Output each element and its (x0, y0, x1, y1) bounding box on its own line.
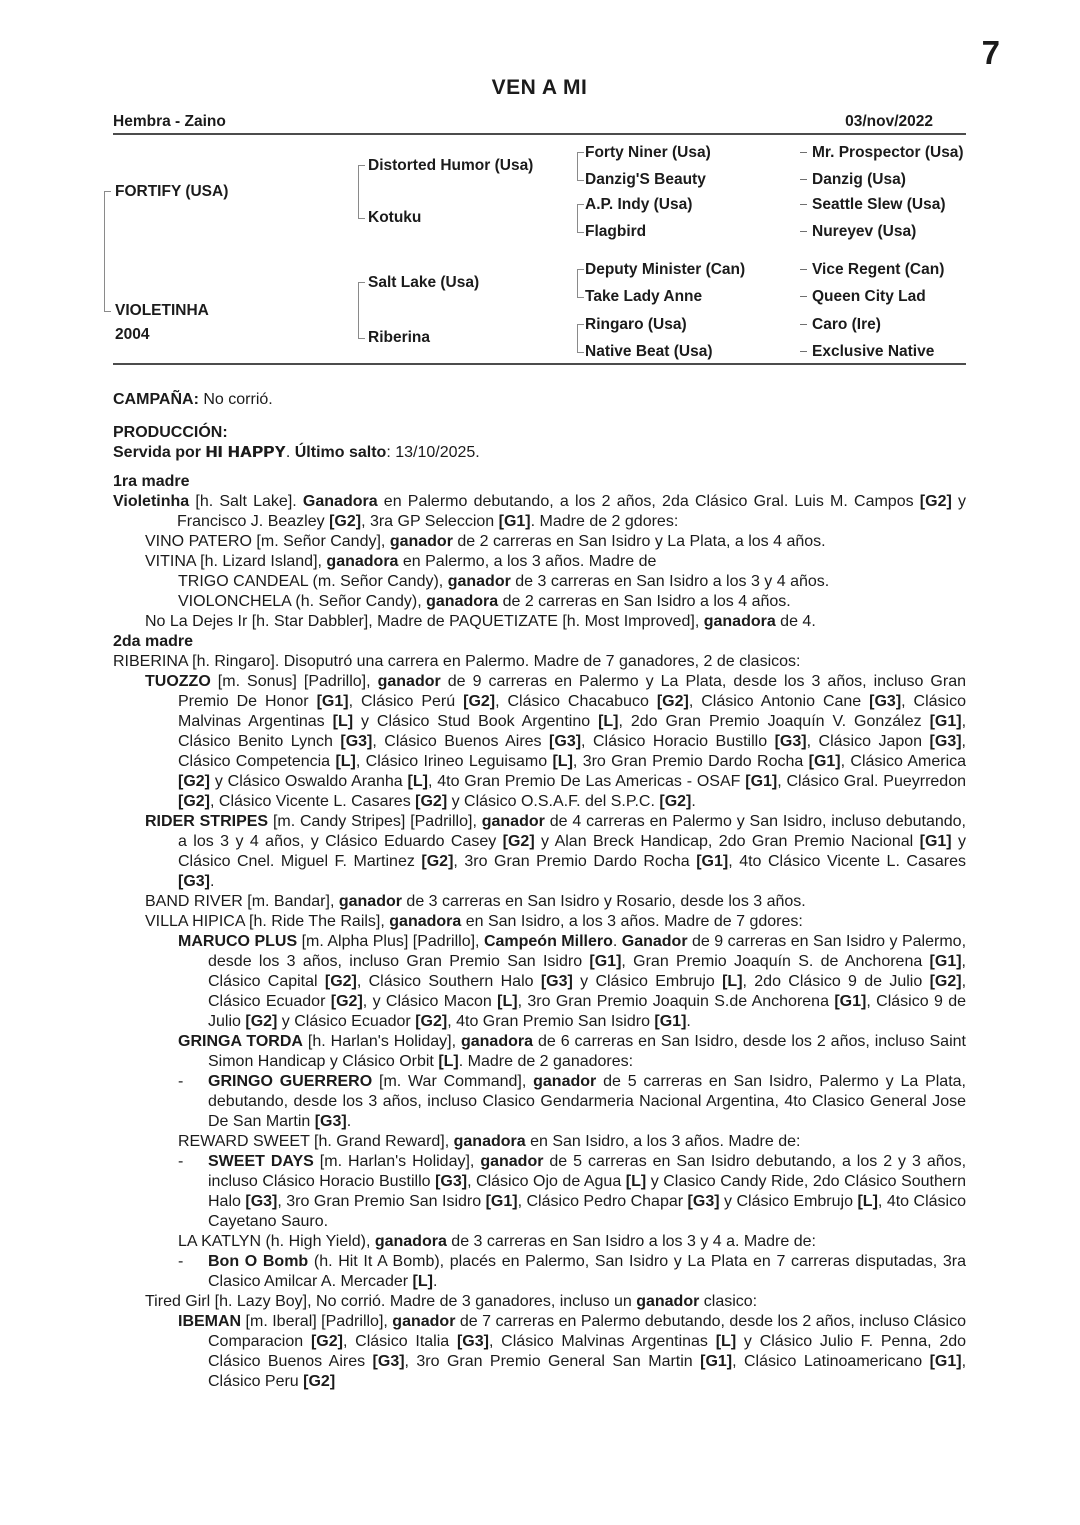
tree-dash (800, 269, 807, 270)
pedigree-ancestor: Mr. Prospector (Usa) (812, 144, 964, 161)
pedigree-dam: VIOLETINHA (115, 302, 209, 319)
tree-bracket (577, 204, 584, 233)
offspring-paragraph: IBEMAN [m. Iberal] [Padrillo], ganador de 7 carreras en Palermo debutando, desde los 2 años, incluso Clásico Comparacion [G2], Clásico Italia [G3], Clásico Malvinas Argentinas [L] y Clásico Julio F. Penna, 2do Clásico Buenos Aires [G3], 3ro Gran Premio General San Martin [G1], Clásico Latinoamericano [G1], Clásico Peru [G2] (178, 1313, 967, 1390)
dam-paragraph: Violetinha [h. Salt Lake]. Ganadora en Palermo debutando, a los 2 años, 2da Clásico Gral. Luis M. Campos [G2] y Francisco J. Beazley [G2], 3ra GP Seleccion [G1]. Madre de 2 gdores: (113, 493, 966, 530)
pedigree-sire: FORTIFY (USA) (115, 183, 229, 200)
offspring-paragraph: VILLA HIPICA [h. Ride The Rails], ganadora en San Isidro, a los 3 años. Madre de 7 gdores: (145, 913, 803, 930)
offspring-paragraph: REWARD SWEET [h. Grand Reward], ganadora en San Isidro, a los 3 años. Madre de: (178, 1133, 801, 1150)
tree-dash (800, 231, 807, 232)
tree-bracket (577, 324, 584, 353)
production-label: PRODUCCIÓN: (113, 424, 228, 441)
pedigree-ancestor: Deputy Minister (Can) (585, 261, 746, 278)
tree-dash (800, 179, 807, 180)
pedigree-ancestor: Take Lady Anne (585, 288, 703, 305)
sex-coat-label: Hembra - Zaino (113, 113, 226, 130)
page-number: 7 (981, 34, 1000, 71)
pedigree-table (113, 135, 966, 363)
offspring-paragraph: GRINGA TORDA [h. Harlan's Holiday], ganadora de 6 carreras en San Isidro, desde los 2 años, incluso Saint Simon Handicap y Clásico Orbit [L]. Madre de 2 ganadores: (178, 1033, 966, 1070)
page-content (113, 0, 966, 1392)
tree-dash (800, 351, 807, 352)
pedigree-ancestor: Flagbird (585, 223, 647, 240)
offspring-paragraph: BAND RIVER [m. Bandar], ganador de 3 carreras en San Isidro y Rosario, desde los 3 años. (145, 893, 806, 910)
race-record-line: CAMPAÑA: No corrió. (113, 391, 273, 408)
first-dam-heading: 1ra madre (113, 473, 190, 490)
pedigree-ancestor: Caro (Ire) (812, 316, 881, 333)
second-dam-heading: 2da madre (113, 633, 194, 650)
offspring-paragraph: TRIGO CANDEAL (m. Señor Candy), ganador de 3 carreras en San Isidro a los 3 y 4 años. (178, 573, 830, 590)
offspring-paragraph: MARUCO PLUS [m. Alpha Plus] [Padrillo], Campeón Millero. Ganador de 9 carreras en San Isidro y Palermo, desde los 3 años, incluso Gran Premio San Isidro [G1], Gran Premio Joaquín S. de Anchorena [G1], Clásico Capital [G2], Clásico Southern Halo [G3] y Clásico Embrujo [L], 2do Clásico 9 de Julio [G2], Clásico Ecuador [G2], y Clásico Macon [L], 3ro Gran Premio Joaquin S.de Anchorena [G1], Clásico 9 de Julio [G2] y Clásico Ecuador [G2], 4to Gran Premio San Isidro [G1]. (178, 933, 967, 1030)
tree-dash (800, 324, 807, 325)
covering-line: Servida por HI HAPPY. Último salto: 13/10/2025. (113, 444, 480, 461)
list-dash: - (178, 1153, 184, 1170)
tree-bracket (358, 165, 365, 219)
pedigree-ancestor: Ringaro (Usa) (585, 316, 687, 333)
offspring-text: GRINGO GUERRERO [m. War Command], ganador de 5 carreras en San Isidro, Palermo y La Plata, debutando, desde los 3 años, incluso Clasico Gendarmeria Nacional Argentina, 4to Clasico General Jose De San Martin [G3]. (208, 1073, 966, 1130)
offspring-paragraph: No La Dejes Ir [h. Star Dabbler], Madre de PAQUETIZATE [h. Most Improved], ganadora de 4. (145, 613, 816, 630)
offspring-paragraph (113, 1072, 966, 1132)
offspring-paragraph: RIDER STRIPES [m. Candy Stripes] [Padrillo], ganador de 4 carreras en Palermo y San Isidro, incluso debutando, a los 3 y 4 años, y Clásico Eduardo Casey [G2] y Alan Breck Handicap, 2do Gran Premio Nacional [G1] y Clásico Cnel. Miguel F. Martinez [G2], 3ro Gran Premio Dardo Rocha [G1], 4to Clásico Vicente L. Casares [G3]. (145, 813, 967, 890)
tree-bracket (104, 191, 111, 312)
offspring-paragraph: TUOZZO [m. Sonus] [Padrillo], ganador de 9 carreras en Palermo y La Plata, desde los 3 años, incluso Gran Premio De Honor [G1], Clásico Perú [G2], Clásico Chacabuco [G2], Clásico Antonio Cane [G3], Clásico Malvinas Argentinas [L] y Clásico Stud Book Argentino [L], 2do Gran Premio Joaquín V. González [G1], Clásico Benito Lynch [G3], Clásico Buenos Aires [G3], Clásico Horacio Bustillo [G3], Clásico Japon [G3], Clásico Competencia [L], Clásico Irineo Leguisamo [L], 3ro Gran Premio Dardo Rocha [G1], Clásico America [G2] y Clásico Oswaldo Aranha [L], 4to Gran Premio De Las Americas - OSAF [G1], Clásico Gral. Pueyrredon [G2], Clásico Vicente L. Casares [G2] y Clásico O.S.A.F. del S.P.C. [G2]. (145, 673, 967, 810)
list-dash: - (178, 1073, 184, 1090)
tree-dash (800, 152, 807, 153)
pedigree-ancestor: Exclusive Native (812, 343, 935, 360)
offspring-text: Bon O Bomb (h. Hit It A Bomb), placés en Palermo, San Isidro y La Plata en 7 carreras disputadas, 3ra Clasico Amilcar A. Mercader [L]. (208, 1253, 967, 1290)
header-row (113, 112, 966, 131)
production-block (113, 423, 966, 463)
tree-dash (800, 204, 807, 205)
pedigree-ancestor: Seattle Slew (Usa) (812, 196, 946, 213)
pedigree-ancestor: Kotuku (368, 209, 422, 226)
pedigree-ancestor: Danzig (Usa) (812, 171, 906, 188)
pedigree-ancestor: A.P. Indy (Usa) (585, 196, 693, 213)
offspring-paragraph: LA KATLYN (h. High Yield), ganadora de 3 carreras en San Isidro a los 3 y 4 a. Madre de: (178, 1233, 816, 1250)
offspring-paragraph: VINO PATERO [m. Señor Candy], ganador de 2 carreras en San Isidro y La Plata, a los 4 años. (145, 533, 826, 550)
pedigree-dam-year: 2004 (115, 326, 150, 343)
tree-dash (800, 296, 807, 297)
pedigree-ancestor: Distorted Humor (Usa) (368, 157, 534, 174)
divider-bottom (113, 363, 966, 365)
tree-bracket (577, 269, 584, 298)
offspring-paragraph: VITINA [h. Lizard Island], ganadora en Palermo, a los 3 años. Madre de (145, 553, 657, 570)
offspring-text: SWEET DAYS [m. Harlan's Holiday], ganador de 5 carreras en San Isidro debutando, a los 2 y 3 años, incluso Clásico Horacio Bustillo [G3], Clásico Ojo de Agua [L] y Clasico Candy Ride, 2do Clásico Southern Halo [G3], 3ro Gran Premio San Isidro [G1], Clásico Pedro Chapar [G3] y Clásico Embrujo [L], 4to Clásico Cayetano Sauro. (208, 1153, 967, 1230)
pedigree-ancestor: Nureyev (Usa) (812, 223, 917, 240)
list-dash: - (178, 1253, 184, 1270)
inscription-date: 03/nov/2022 (845, 113, 933, 130)
page-title: VEN A MI (491, 76, 588, 99)
pedigree-ancestor: Riberina (368, 329, 431, 346)
offspring-paragraph (113, 1252, 966, 1292)
tree-bracket (577, 152, 584, 181)
tree-bracket (358, 282, 365, 339)
pedigree-ancestor: Forty Niner (Usa) (585, 144, 711, 161)
catalog-body (113, 390, 966, 1392)
pedigree-ancestor: Queen City Lad (812, 288, 926, 305)
offspring-paragraph: Tired Girl [h. Lazy Boy], No corrió. Madre de 3 ganadores, incluso un ganador clasico: (145, 1293, 758, 1310)
pedigree-ancestor: Native Beat (Usa) (585, 343, 713, 360)
pedigree-ancestor: Danzig'S Beauty (585, 171, 706, 188)
dam-paragraph: RIBERINA [h. Ringaro]. Disoputró una carrera en Palermo. Madre de 7 ganadores, 2 de clasicos: (113, 653, 801, 670)
offspring-paragraph: VIOLONCHELA (h. Señor Candy), ganadora de 2 carreras en San Isidro a los 4 años. (178, 593, 791, 610)
pedigree-ancestor: Vice Regent (Can) (812, 261, 945, 278)
pedigree-ancestor: Salt Lake (Usa) (368, 274, 480, 291)
offspring-paragraph (113, 1152, 966, 1232)
